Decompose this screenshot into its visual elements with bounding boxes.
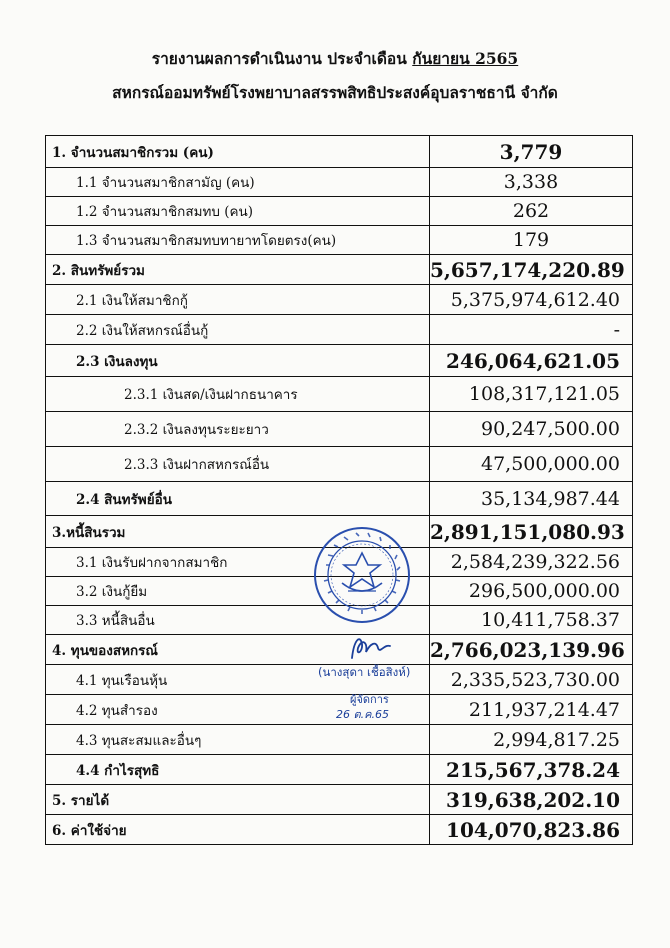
manager-signature bbox=[346, 630, 394, 666]
row-value: 108,317,121.05 bbox=[430, 377, 633, 412]
row-value: 2,994,817.25 bbox=[430, 725, 633, 755]
report-title-prefix: รายงานผลการดำเนินงาน ประจำเดือน bbox=[151, 49, 407, 68]
row-label: 2.3.3 เงินฝากสหกรณ์อื่น bbox=[46, 447, 430, 482]
row-value: 319,638,202.10 bbox=[430, 785, 633, 815]
row-label: 4.4 กำไรสุทธิ bbox=[46, 755, 430, 785]
row-value: 3,779 bbox=[430, 136, 633, 168]
row-label: 4. ทุนของสหกรณ์ bbox=[46, 635, 430, 665]
report-title bbox=[0, 46, 670, 71]
row-label: 3.หนี้สินรวม bbox=[46, 516, 430, 548]
row-label: 2.1 เงินให้สมาชิกกู้ bbox=[46, 285, 430, 315]
row-label: 2.4 สินทรัพย์อื่น bbox=[46, 482, 430, 516]
row-value: 2,766,023,139.96 bbox=[430, 635, 633, 665]
row-label: 3.3 หนี้สินอื่น bbox=[46, 606, 430, 635]
row-value: 10,411,758.37 bbox=[430, 606, 633, 635]
financial-summary-table bbox=[45, 135, 633, 845]
row-value: 296,500,000.00 bbox=[430, 577, 633, 606]
row-label: 2.3 เงินลงทุน bbox=[46, 345, 430, 377]
table-row bbox=[46, 226, 633, 255]
row-label: 3.2 เงินกู้ยืม bbox=[46, 577, 430, 606]
row-value: 179 bbox=[430, 226, 633, 255]
row-label: 4.1 ทุนเรือนหุ้น bbox=[46, 665, 430, 695]
table-row-equity-total bbox=[46, 635, 633, 665]
organization-name: สหกรณ์ออมทรัพย์โรงพยาบาลสรรพสิทธิประสงค์อุบลราชธานี จำกัด bbox=[112, 83, 558, 102]
table-row bbox=[46, 377, 633, 412]
table-row-investment bbox=[46, 345, 633, 377]
row-value: 90,247,500.00 bbox=[430, 412, 633, 447]
table-row bbox=[46, 412, 633, 447]
row-label: 4.2 ทุนสำรอง bbox=[46, 695, 430, 725]
row-value: 104,070,823.86 bbox=[430, 815, 633, 845]
row-value: 246,064,621.05 bbox=[430, 345, 633, 377]
table-row bbox=[46, 197, 633, 226]
row-label: 3.1 เงินรับฝากจากสมาชิก bbox=[46, 548, 430, 577]
table-row bbox=[46, 725, 633, 755]
row-label: 2.2 เงินให้สหกรณ์อื่นกู้ bbox=[46, 315, 430, 345]
table-row-revenue bbox=[46, 785, 633, 815]
row-value: 2,335,523,730.00 bbox=[430, 665, 633, 695]
row-label: 1.1 จำนวนสมาชิกสามัญ (คน) bbox=[46, 168, 430, 197]
row-value: 5,375,974,612.40 bbox=[430, 285, 633, 315]
table-row-assets-total bbox=[46, 255, 633, 285]
signer-name: (นางสุดา เชื้อสิงห์) bbox=[318, 665, 411, 679]
row-label: 4.3 ทุนสะสมและอื่นๆ bbox=[46, 725, 430, 755]
row-value: - bbox=[430, 315, 633, 345]
cooperative-seal-stamp bbox=[312, 525, 412, 625]
table-row bbox=[46, 447, 633, 482]
report-period: กันยายน 2565 bbox=[412, 49, 519, 68]
row-label: 5. รายได้ bbox=[46, 785, 430, 815]
row-value: 5,657,174,220.89 bbox=[430, 255, 633, 285]
row-value: 211,937,214.47 bbox=[430, 695, 633, 725]
row-label: 2.3.2 เงินลงทุนระยะยาว bbox=[46, 412, 430, 447]
table-row-members-total bbox=[46, 136, 633, 168]
row-label: 2. สินทรัพย์รวม bbox=[46, 255, 430, 285]
row-label: 1.2 จำนวนสมาชิกสมทบ (คน) bbox=[46, 197, 430, 226]
table-row-expenses bbox=[46, 815, 633, 845]
row-value: 3,338 bbox=[430, 168, 633, 197]
row-label: 6. ค่าใช้จ่าย bbox=[46, 815, 430, 845]
signer-position: ผู้จัดการ bbox=[350, 693, 389, 706]
row-value: 2,584,239,322.56 bbox=[430, 548, 633, 577]
table-row bbox=[46, 168, 633, 197]
row-label: 2.3.1 เงินสด/เงินฝากธนาคาร bbox=[46, 377, 430, 412]
row-value: 262 bbox=[430, 197, 633, 226]
row-label: 1.3 จำนวนสมาชิกสมทบทายาทโดยตรง(คน) bbox=[46, 226, 430, 255]
signature-date: 26 ต.ค.65 bbox=[336, 708, 389, 721]
table-row bbox=[46, 285, 633, 315]
row-value: 215,567,378.24 bbox=[430, 755, 633, 785]
table-row bbox=[46, 482, 633, 516]
table-row-net-profit bbox=[46, 755, 633, 785]
table-row bbox=[46, 315, 633, 345]
row-value: 2,891,151,080.93 bbox=[430, 516, 633, 548]
row-value: 35,134,987.44 bbox=[430, 482, 633, 516]
row-label: 1. จำนวนสมาชิกรวม (คน) bbox=[46, 136, 430, 168]
row-value: 47,500,000.00 bbox=[430, 447, 633, 482]
